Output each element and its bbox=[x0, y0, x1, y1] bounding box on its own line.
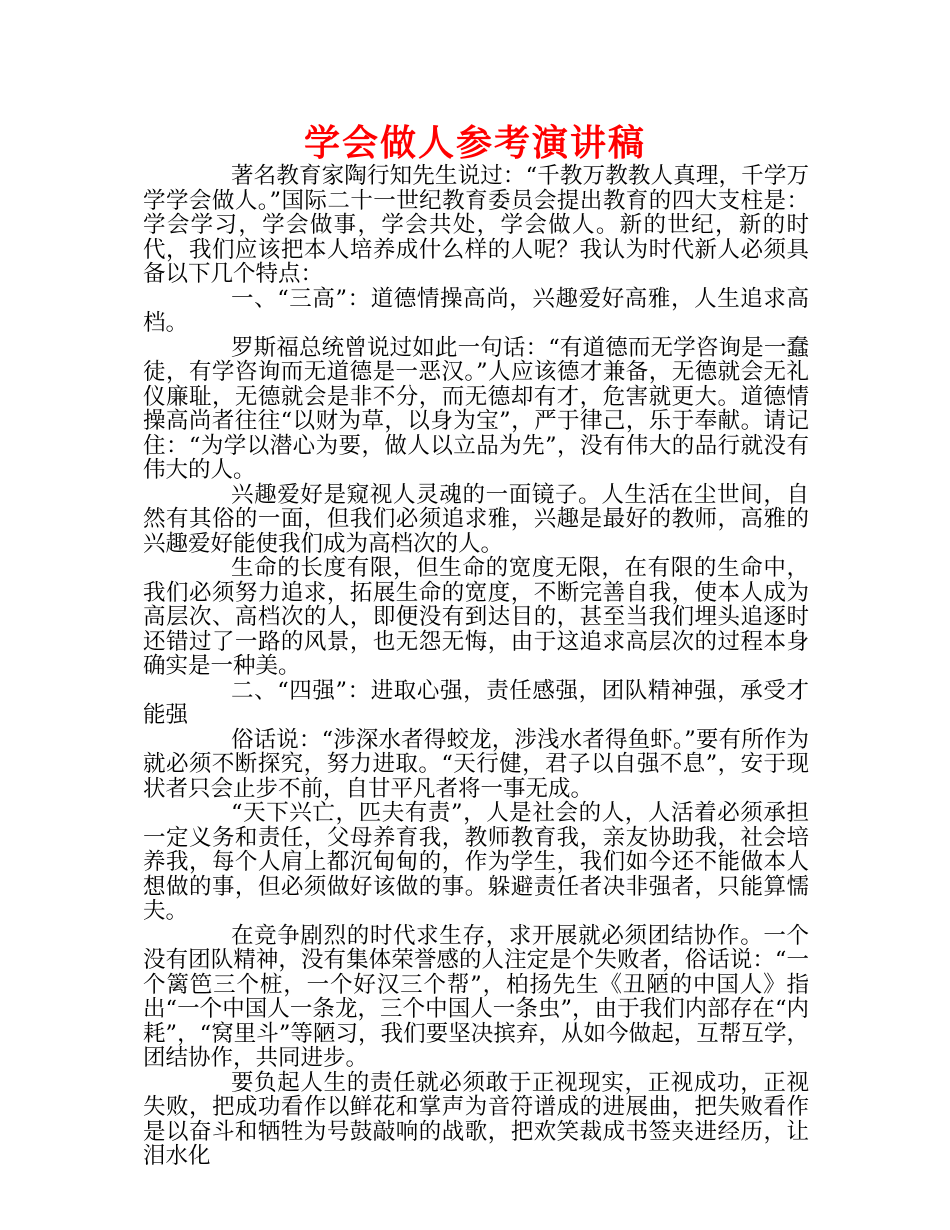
paragraph: 罗斯福总统曾说过如此一句话：“有道德而无学咨询是一蠢徒，有学咨询而无道德是一恶汉。”人应该德才兼备，无德就会无礼仪廉耻，无德就会是非不分，而无德却有才，危害就更大。道德情操高尚者往往“以财为草，以身为宝”，严于律己，乐于奉献。请记住：“为学以潜心为要，做人以立品为先”，没有伟大的品行就没有伟大的人。 bbox=[143, 334, 809, 483]
paragraph: 俗话说：“涉深水者得蛟龙，涉浅水者得鱼虾。”要有所作为就必须不断探究，努力进取。“天行健，君子以自强不息”，安于现状者只会止步不前，自甘平凡者将一事无成。 bbox=[143, 726, 809, 802]
paragraph: 要负起人生的责任就必须敢于正视现实，正视成功，正视失败，把成功看作以鲜花和掌声为音符谱成的进展曲，把失败看作是以奋斗和牺牲为号鼓敲响的战歌，把欢笑裁成书签夹进经历，让泪水化 bbox=[143, 1069, 809, 1169]
paragraph: 生命的长度有限，但生命的宽度无限，在有限的生命中，我们必须努力追求，拓展生命的宽度，不断完善自我，使本人成为高层次、高档次的人，即便没有到达目的，甚至当我们埋头追逐时还错过了一路的风景，也无怨无悔，由于这追求高层次的过程本身确实是一种美。 bbox=[143, 555, 809, 679]
paragraph: “天下兴亡，匹夫有责”，人是社会的人，人活着必须承担一定义务和责任，父母养育我，教师教育我，亲友协助我，社会培养我，每个人肩上都沉甸甸的，作为学生，我们如今还不能做本人想做的事，但必须做好该做的事。躲避责任者决非强者，只能算懦夫。 bbox=[143, 800, 809, 924]
document-body bbox=[143, 164, 809, 1169]
section-heading-four-strengths: 二、“四强”：进取心强，责任感强，团队精神强，承受才能强 bbox=[143, 677, 809, 728]
paragraph: 兴趣爱好是窥视人灵魂的一面镜子。人生活在尘世间，自然有其俗的一面，但我们必须追求雅，兴趣是最好的教师，高雅的兴趣爱好能使我们成为高档次的人。 bbox=[143, 481, 809, 557]
document-title: 学会做人参考演讲稿 bbox=[303, 123, 646, 164]
paragraph: 著名教育家陶行知先生说过：“千教万教教人真理，千学万学学会做人。”国际二十一世纪教育委员会提出教育的四大支柱是：学会学习，学会做事，学会共处，学会做人。新的世纪，新的时代，我们应该把本人培养成什么样的人呢？我认为时代新人必须具备以下几个特点： bbox=[143, 163, 809, 287]
section-heading-three-highs: 一、“三高”：道德情操高尚，兴趣爱好高雅，人生追求高档。 bbox=[143, 285, 809, 336]
paragraph: 在竞争剧烈的时代求生存，求开展就必须团结协作。一个没有团队精神，没有集体荣誉感的人注定是个失败者，俗话说：“一个篱笆三个桩，一个好汉三个帮”，柏扬先生《丑陋的中国人》指出“一个中国人一条龙，三个中国人一条虫”，由于我们内部存在“内耗”，“窝里斗”等陋习，我们要坚决摈弃，从如今做起，互帮互学，团结协作，共同进步。 bbox=[143, 922, 809, 1071]
